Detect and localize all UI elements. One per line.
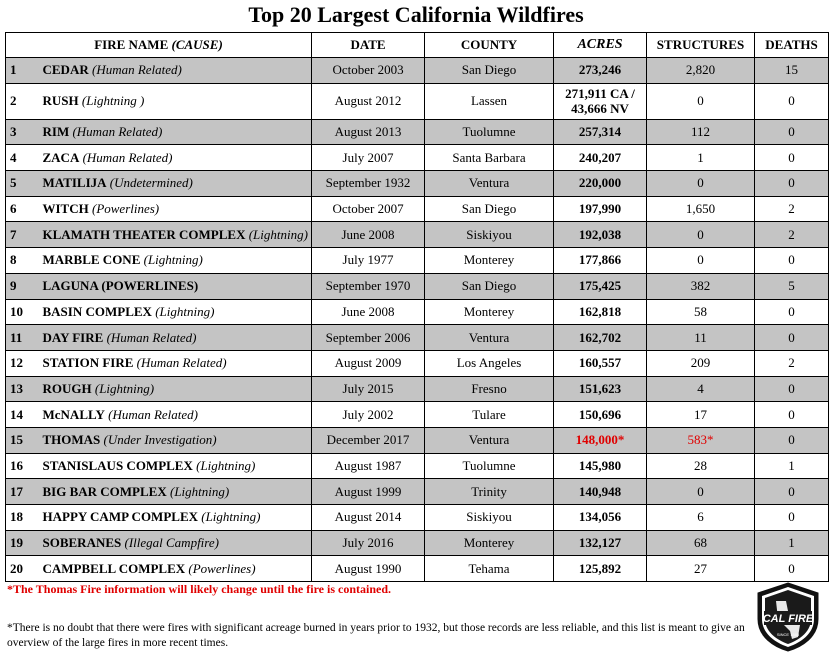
deaths-cell: 0 [755,325,829,351]
fire-name-cell [39,350,312,376]
county-cell: Tehama [425,556,554,582]
table-row [6,530,829,556]
fire-name-cell [39,196,312,222]
fire-cause: (Lightning) [248,226,308,242]
fire-cause: (Undetermined) [109,175,193,191]
fire-cause: (Lightning) [94,380,155,396]
deaths-cell: 0 [755,427,829,453]
county-cell: Los Angeles [425,350,554,376]
fire-name: RIM [42,124,70,140]
date-cell: August 2012 [312,83,425,119]
logo-subtext: SINCE 1885 [776,632,800,637]
county-cell: Monterey [425,248,554,274]
county-cell: Fresno [425,376,554,402]
fire-cause: (Human Related) [108,406,198,422]
rank-cell: 5 [6,171,39,197]
rank-cell: 17 [6,479,39,505]
county-cell: San Diego [425,58,554,84]
fire-name-cell [39,299,312,325]
rank-cell: 8 [6,248,39,274]
acres-cell: 240,207 [554,145,647,171]
date-cell: July 2002 [312,402,425,428]
table-row [6,171,829,197]
deaths-cell: 0 [755,299,829,325]
rank-cell: 9 [6,273,39,299]
rank-cell: 13 [6,376,39,402]
fire-name: HAPPY CAMP COMPLEX [42,509,198,525]
deaths-cell: 0 [755,83,829,119]
fire-name-cell [39,171,312,197]
structures-cell: 4 [647,376,755,402]
cal-fire-logo [752,581,824,653]
acres-cell: 132,127 [554,530,647,556]
header-date: DATE [312,33,425,58]
county-cell: Tulare [425,402,554,428]
fire-cause: (Human Related) [106,329,197,345]
deaths-cell: 0 [755,505,829,531]
fire-name-cell [39,325,312,351]
deaths-cell: 1 [755,453,829,479]
date-cell: September 1970 [312,273,425,299]
date-cell: September 1932 [312,171,425,197]
table-row [6,325,829,351]
date-cell: December 2017 [312,427,425,453]
fire-name: KLAMATH THEATER COMPLEX [42,226,246,242]
rank-cell: 10 [6,299,39,325]
county-cell: Siskiyou [425,505,554,531]
header-row [6,33,829,58]
acres-cell: 162,818 [554,299,647,325]
fire-name-cell [39,145,312,171]
table-row [6,145,829,171]
table-row [6,83,829,119]
fire-name-cell [39,58,312,84]
county-cell: San Diego [425,273,554,299]
deaths-cell: 0 [755,479,829,505]
county-cell: Ventura [425,427,554,453]
date-cell: June 2008 [312,222,425,248]
fire-name: CEDAR [42,62,89,78]
date-cell: July 2015 [312,376,425,402]
county-cell: Ventura [425,171,554,197]
structures-cell: 0 [647,222,755,248]
rank-cell: 6 [6,196,39,222]
county-cell: Tuolumne [425,453,554,479]
fire-name: McNALLY [42,406,105,422]
date-cell: August 1990 [312,556,425,582]
fire-name: STATION FIRE [42,355,134,371]
fire-name-cell [39,376,312,402]
structures-cell: 1 [647,145,755,171]
acres-cell: 125,892 [554,556,647,582]
fire-name-cell [39,119,312,145]
acres-cell: 273,246 [554,58,647,84]
table-row [6,556,829,582]
deaths-cell: 1 [755,530,829,556]
acres-cell: 162,702 [554,325,647,351]
rank-cell: 4 [6,145,39,171]
fire-name-cell [39,222,312,248]
fire-name: MATILIJA [42,175,107,191]
fire-name: ROUGH [42,380,92,396]
county-cell: Siskiyou [425,222,554,248]
fire-cause: (Human Related) [72,124,163,140]
header-structures: STRUCTURES [647,33,755,58]
date-cell: October 2003 [312,58,425,84]
deaths-cell: 0 [755,376,829,402]
table-row [6,248,829,274]
deaths-cell: 0 [755,402,829,428]
acres-cell: 151,623 [554,376,647,402]
header-fire-name [6,33,312,58]
county-cell: Santa Barbara [425,145,554,171]
rank-cell: 11 [6,325,39,351]
disclaimer-note: *There is no doubt that there were fires with significant acreage burned in years prior to 1932, but those records are less reliable, and this list is meant to give an overview of the large fires in more recent times. [7,622,745,649]
table-row [6,453,829,479]
header-fire-name-label: FIRE NAME [94,37,169,52]
date-cell: October 2007 [312,196,425,222]
rank-cell: 1 [6,58,39,84]
structures-cell: 0 [647,83,755,119]
fire-name-cell [39,83,312,119]
structures-cell: 0 [647,248,755,274]
acres-cell: 220,000 [554,171,647,197]
fire-name: ZACA [42,149,80,165]
fire-cause: (Lightning) [155,303,215,319]
fire-cause: (Lightning ) [81,93,145,109]
fire-name: BASIN COMPLEX [42,303,152,319]
county-cell: Monterey [425,299,554,325]
fire-name: RUSH [42,93,79,109]
acres-cell: 192,038 [554,222,647,248]
date-cell: August 2009 [312,350,425,376]
table-row [6,427,829,453]
structures-cell: 583* [647,427,755,453]
rank-cell: 18 [6,505,39,531]
acres-cell: 271,911 CA / 43,666 NV [554,83,647,119]
rank-cell: 15 [6,427,39,453]
date-cell: September 2006 [312,325,425,351]
fire-cause: (Illegal Campfire) [124,535,219,551]
acres-cell: 257,314 [554,119,647,145]
acres-cell: 145,980 [554,453,647,479]
fire-cause: (Lightning) [169,483,230,499]
table-row [6,196,829,222]
fire-name-cell [39,556,312,582]
structures-cell: 58 [647,299,755,325]
acres-cell: 140,948 [554,479,647,505]
table-row [6,273,829,299]
structures-cell: 11 [647,325,755,351]
date-cell: July 1977 [312,248,425,274]
structures-cell: 0 [647,479,755,505]
header-acres: ACRES [554,33,647,58]
structures-cell: 382 [647,273,755,299]
fire-name-cell [39,479,312,505]
date-cell: August 2013 [312,119,425,145]
county-cell: Monterey [425,530,554,556]
fire-name-cell [39,505,312,531]
rank-cell: 3 [6,119,39,145]
acres-cell: 175,425 [554,273,647,299]
deaths-cell: 15 [755,58,829,84]
fire-name-cell [39,427,312,453]
table-row [6,479,829,505]
structures-cell: 68 [647,530,755,556]
county-cell: Tuolumne [425,119,554,145]
wildfires-table [5,32,829,582]
fire-name-cell [39,402,312,428]
county-cell: Ventura [425,325,554,351]
rank-cell: 7 [6,222,39,248]
date-cell: June 2008 [312,299,425,325]
structures-cell: 1,650 [647,196,755,222]
acres-cell: 177,866 [554,248,647,274]
rank-cell: 16 [6,453,39,479]
date-cell: August 2014 [312,505,425,531]
deaths-cell: 2 [755,196,829,222]
county-cell: Lassen [425,83,554,119]
date-cell: August 1999 [312,479,425,505]
fire-name: BIG BAR COMPLEX [42,483,167,499]
fire-name: THOMAS [42,432,101,448]
acres-cell: 150,696 [554,402,647,428]
table-row [6,222,829,248]
county-cell: Trinity [425,479,554,505]
deaths-cell: 5 [755,273,829,299]
table-row [6,402,829,428]
fire-name: LAGUNA (POWERLINES) [42,278,199,294]
structures-cell: 0 [647,171,755,197]
fire-name: CAMPBELL COMPLEX [42,560,186,576]
structures-cell: 112 [647,119,755,145]
date-cell: July 2016 [312,530,425,556]
fire-name: SOBERANES [42,535,122,551]
rank-cell: 14 [6,402,39,428]
deaths-cell: 0 [755,171,829,197]
header-deaths: DEATHS [755,33,829,58]
table-row [6,350,829,376]
structures-cell: 6 [647,505,755,531]
acres-cell: 160,557 [554,350,647,376]
fire-name: MARBLE CONE [42,252,141,268]
date-cell: July 2007 [312,145,425,171]
deaths-cell: 0 [755,145,829,171]
header-cause-label: (CAUSE) [171,37,223,52]
acres-cell: 134,056 [554,505,647,531]
fire-cause: (Human Related) [91,62,182,78]
fire-cause: (Human Related) [82,149,173,165]
acres-cell: 197,990 [554,196,647,222]
fire-cause: (Powerlines) [188,560,256,576]
fire-cause: (Powerlines) [91,201,160,217]
thomas-fire-note: *The Thomas Fire information will likely change until the fire is contained. [7,582,392,596]
deaths-cell: 0 [755,119,829,145]
deaths-cell: 0 [755,556,829,582]
fire-cause: (Lightning) [143,252,203,268]
fire-name-cell [39,530,312,556]
rank-cell: 12 [6,350,39,376]
table-row [6,299,829,325]
table-row [6,58,829,84]
deaths-cell: 2 [755,222,829,248]
structures-cell: 209 [647,350,755,376]
deaths-cell: 2 [755,350,829,376]
rank-cell: 20 [6,556,39,582]
structures-cell: 2,820 [647,58,755,84]
fire-name-cell [39,248,312,274]
fire-cause: (Lightning) [196,457,256,473]
fire-name: STANISLAUS COMPLEX [42,457,193,473]
fire-name-cell [39,453,312,479]
fire-cause: (Under Investigation) [103,432,217,448]
logo-text: CAL FIRE [762,613,814,625]
date-cell: August 1987 [312,453,425,479]
rank-cell: 19 [6,530,39,556]
page-title: Top 20 Largest California Wildfires [248,2,584,27]
fire-cause: (Lightning) [201,509,261,525]
header-county: COUNTY [425,33,554,58]
table-row [6,376,829,402]
fire-name: WITCH [42,201,89,217]
table-body [6,58,829,582]
county-cell: San Diego [425,196,554,222]
fire-name: DAY FIRE [42,329,104,345]
acres-cell: 148,000* [554,427,647,453]
structures-cell: 28 [647,453,755,479]
rank-cell: 2 [6,83,39,119]
table-row [6,505,829,531]
deaths-cell: 0 [755,248,829,274]
fire-name-cell [39,273,312,299]
structures-cell: 27 [647,556,755,582]
fire-cause: (Human Related) [136,355,227,371]
structures-cell: 17 [647,402,755,428]
table-row [6,119,829,145]
